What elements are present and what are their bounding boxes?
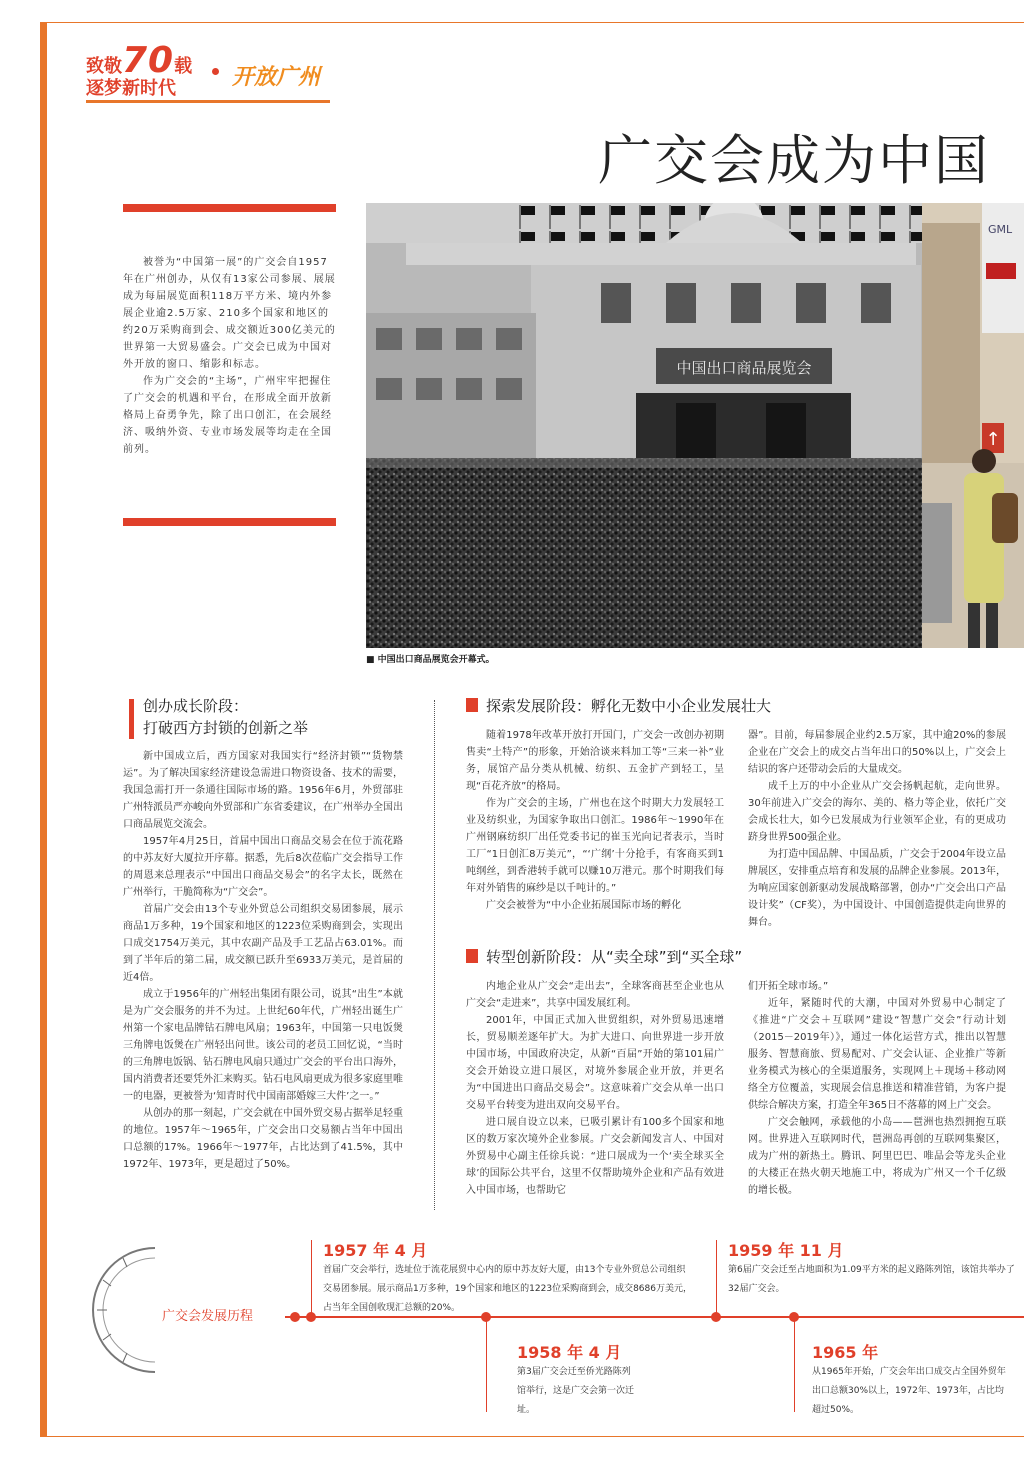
section1-heading — [143, 695, 413, 739]
modern-photo-illustration — [922, 203, 1024, 648]
intro-bar-top — [123, 204, 336, 212]
section3-paragraph: 们开拓全球市场。” — [748, 981, 829, 992]
timeline-year: 1957 年 4 月 — [323, 1241, 428, 1260]
section3-body-col1 — [466, 978, 724, 1199]
section2-heading — [486, 695, 1006, 717]
timeline-connector — [486, 1317, 487, 1412]
timeline-dot — [306, 1312, 316, 1322]
section1-paragraph: 从创办的那一刻起，广交会就在中国外贸交易占据举足轻重的地位。1957年～1965年，广交会出口交易额占当年中国出口总额的17%。1966年～1977年，占比达到了41.5%，其中1972年、1973年，更是超过了50%。 — [123, 1108, 403, 1170]
section2-body-col2 — [748, 727, 1006, 931]
masthead — [86, 40, 336, 105]
timeline-dot — [711, 1312, 721, 1322]
clock-dial-icon — [55, 1240, 165, 1380]
timeline-year: 1958 年 4 月 — [517, 1343, 622, 1362]
section1-title-line2: 打破西方封锁的创新之举 — [143, 719, 309, 737]
masthead-number: 70 — [122, 40, 175, 81]
section3-heading — [486, 946, 1006, 968]
section2-paragraph: 为打造中国品牌、中国品质，广交会于2004年设立品牌展区，安排重点培育和发展的品牌企业参展。2013年，为响应国家创新驱动发展战略部署，创办“广交会出口产品设计奖”（CF奖），为中国设计、中国创造提供走向世界的舞台。 — [748, 849, 1006, 928]
section2-body-col1 — [466, 727, 724, 914]
section2-paragraph: 作为广交会的主场，广州也在这个时期大力发展轻工业及纺织业，为国家争取出口创汇。1986年～1990年在广州钢麻纺织厂出任党委书记的崔玉光向记者表示，当时工厂“1日创汇8万美元”，“‘广纲’十分抢手，有客商买到1吨纲丝，到香港转手就可以赚10万港元。那个时期我们每年对外销售的麻纱是以千吨计的。” — [466, 798, 724, 894]
modern-sign-text: GML — [988, 223, 1013, 236]
section1-paragraph: 首届广交会由13个专业外贸总公司组织交易团参展，展示商品1万多种，19个国家和地区的1223位采购商到会，实现出口成交1754万美元，其中农副产品及手工艺品占63.01%。而到了半年后的第二届，成交额已跃升至6933万美元，是首届的近4倍。 — [123, 904, 403, 983]
modern-fair-photo — [922, 203, 1024, 648]
timeline-year: 1965 年 — [812, 1343, 879, 1362]
timeline-connector — [716, 1240, 717, 1317]
intro-bar-bottom — [123, 518, 336, 526]
section3-paragraph: 内地企业从广交会“走出去”，全球客商甚至企业也从广交会“走进来”，共享中国发展红利。 — [466, 981, 724, 1009]
timeline-connector — [794, 1317, 795, 1412]
section-name: 开放广州 — [232, 65, 321, 90]
section2-marker — [466, 698, 478, 712]
svg-text:↑: ↑ — [985, 429, 1001, 450]
timeline-event-1957 — [323, 1238, 693, 1318]
section3-marker — [466, 949, 478, 963]
exhibition-sign-text: 中国出口商品展览会 — [676, 359, 812, 377]
timeline-text: 首届广交会举行，选址位于流花展贸中心内的原中苏友好大厦，由13个专业外贸总公司组织交易团参展。展示商品1万多种，19个国家和地区的1223位采购商到会，成交8686万美元，占当年全国创收现汇总额的20%。 — [323, 1265, 692, 1313]
left-edge-bar — [40, 22, 47, 1437]
intro-paragraph: 作为广交会的“主场”，广州牢牢把握住了广交会的机遇和平台，在形成全面开放新格局上奋勇争先，除了出口创汇，在会展经济、吸纳外资、专业市场发展等均走在全国前列。 — [123, 376, 332, 455]
section3-paragraph: 2001年，中国正式加入世贸组织，对外贸易迅速增长，贸易顺差逐年扩大。为扩大进口、向世界进一步开放中国市场，中国政府决定，从新“百届”开始的第101届广交会开始设立进口展区，对境外参展企业开放，并更名为“中国进出口商品交易会”。这意味着广交会从单一出口交易平台转变为进出双向交易平台。 — [466, 1015, 724, 1111]
masthead-underline — [86, 100, 330, 103]
column-divider — [434, 700, 435, 1210]
section1-body — [123, 748, 403, 1173]
top-rule — [47, 22, 1024, 23]
section2-paragraph: 成千上万的中小企业从广交会扬帆起航，走向世界。30年前进入广交会的海尔、美的、格力等企业，依托广交会成长壮大，如今已发展成为行业领军企业，有的更成功跻身世界500强企业。 — [748, 781, 1006, 843]
timeline-dot — [290, 1312, 300, 1322]
timeline-event-1959 — [728, 1238, 1018, 1299]
historic-photo-illustration — [366, 203, 922, 648]
photo-caption: ■ 中国出口商品展览会开幕式。 — [366, 655, 495, 665]
section2-paragraph: 器”。目前，每届参展企业约2.5万家，其中逾20%的参展企业在广交会上的成交占当年出口的50%以上，广交会上结识的客户还带动会后的大量成交。 — [748, 730, 1006, 775]
timeline-year: 1959 年 11 月 — [728, 1241, 844, 1260]
section1-marker — [129, 699, 134, 739]
section1-paragraph: 1957年4月25日，首届中国出口商品交易会在位于流花路的中苏友好大厦拉开序幕。据悉，先后8次莅临广交会指导工作的周恩来总理表示“中国出口商品交易会”的名字太长，既然在广州举行，干脆简称为“广交会”。 — [123, 836, 403, 898]
section2-title: 探索发展阶段：孵化无数中小企业发展壮大 — [486, 697, 772, 715]
section2-paragraph: 随着1978年改革开放打开国门，广交会一改创办初期售卖“土特产”的形象，开始洽谈来料加工等“三来一补”业务，展馆产品分类从机械、纺织、五金扩产到轻工，呈现“百花齐放”的格局。 — [466, 730, 724, 792]
section3-paragraph: 广交会触网，承载他的小岛——琶洲也热烈拥抱互联网。世界进入互联网时代，琶洲岛再创的互联网集聚区，成为广州的新热土。腾讯、阿里巴巴、唯品会等龙头企业的大楼正在热火朝天地施工中，将成为广州又一个千亿级的增长极。 — [748, 1117, 1006, 1196]
section2-paragraph: 广交会被誉为“中小企业拓展国际市场的孵化 — [486, 900, 682, 911]
intro-text — [123, 254, 336, 458]
masthead-prefix: 致敬 — [86, 56, 122, 77]
section3-paragraph: 进口展自设立以来，已吸引累计有100多个国家和地区的数万家次境外企业参展。广交会新闻发言人、中国对外贸易中心副主任徐兵说：“进口展成为一个‘卖全球买全球’的国际公共平台，这里不仅帮助境外企业和产品有效进入中国市场，也帮助它 — [466, 1117, 724, 1196]
timeline-text: 从1965年开始，广交会年出口成交占全国外贸年出口总额30%以上，1972年、1973年，占比均超过50%。 — [812, 1367, 1006, 1415]
page-headline: 广交会成为中国 — [598, 129, 990, 192]
timeline-text: 第3届广交会迁至侨光路陈列馆举行，这是广交会第一次迁址。 — [517, 1367, 635, 1415]
masthead-dot — [212, 68, 219, 75]
masthead-line2: 逐梦新时代 — [86, 78, 176, 99]
intro-paragraph: 被誉为“中国第一展”的广交会自1957年在广州创办，从仅有13家公司参展、展展成为每届展览面积118万平方米、境内外参展企业逾2.5万家、210多个国家和地区的约20万采购商到会、成交额近300亿美元的世界第一大贸易盛会。广交会已成为中国对外开放的窗口、缩影和标志。 — [123, 257, 336, 370]
timeline-connector — [311, 1240, 312, 1317]
section1-paragraph: 成立于1956年的广州轻出集团有限公司，说其“出生”本就是为广交会服务的并不为过。上世纪60年代，广州轻出诞生广州第一个家电品牌钻石牌电风扇；1963年，中国第一只电饭煲三角牌电饭煲在广州轻出问世。该公司的老员工回忆说，“当时的三角牌电饭锅、钻石牌电风扇只通过广交会的平台出口海外，国内消费者还要凭外汇来购买。钻石电风扇更成为很多家庭里唯一的电器，更被誉为‘知青时代中国南部婚嫁三大件’之一。” — [123, 989, 403, 1102]
timeline-label: 广交会发展历程 — [162, 1309, 254, 1324]
timeline-text: 第6届广交会迁至占地面积为1.09平方米的起义路陈列馆，该馆共举办了32届广交会。 — [728, 1265, 1015, 1294]
bottom-rule — [40, 1436, 1024, 1437]
masthead-suffix: 载 — [174, 56, 193, 77]
timeline-event-1958 — [517, 1340, 635, 1420]
section1-title-line1: 创办成长阶段： — [143, 697, 249, 715]
section3-body-col2 — [748, 978, 1006, 1199]
timeline-event-1965 — [812, 1340, 1012, 1420]
section3-title: 转型创新阶段：从“卖全球”到“买全球” — [486, 948, 743, 966]
historic-exhibition-photo — [366, 203, 922, 648]
section1-paragraph: 新中国成立后，西方国家对我国实行“经济封锁”“货物禁运”。为了解决国家经济建设急需进口物资设备、技术的需要，我国急需打开一条通往国际市场的路。1956年6月，外贸部驻广州特派员严亦峻向外贸部和广东省委建议，在广州举办全国出口商品展览交流会。 — [123, 751, 403, 830]
section3-paragraph: 近年，紧随时代的大潮，中国对外贸易中心制定了《推进“广交会＋互联网”建设“智慧广交会”行动计划（2015－2019年）》，通过一体化运营方式，推出以智慧服务、智慧商旅、贸易配对、广交会认证、企业推广等新业务模式为核心的全渠道服务，实现网上＋现场＋移动网络全方位覆盖，实现展会信息推送和精准营销，为客户提供综合解决方案，打造全年365日不落幕的网上广交会。 — [748, 998, 1006, 1111]
